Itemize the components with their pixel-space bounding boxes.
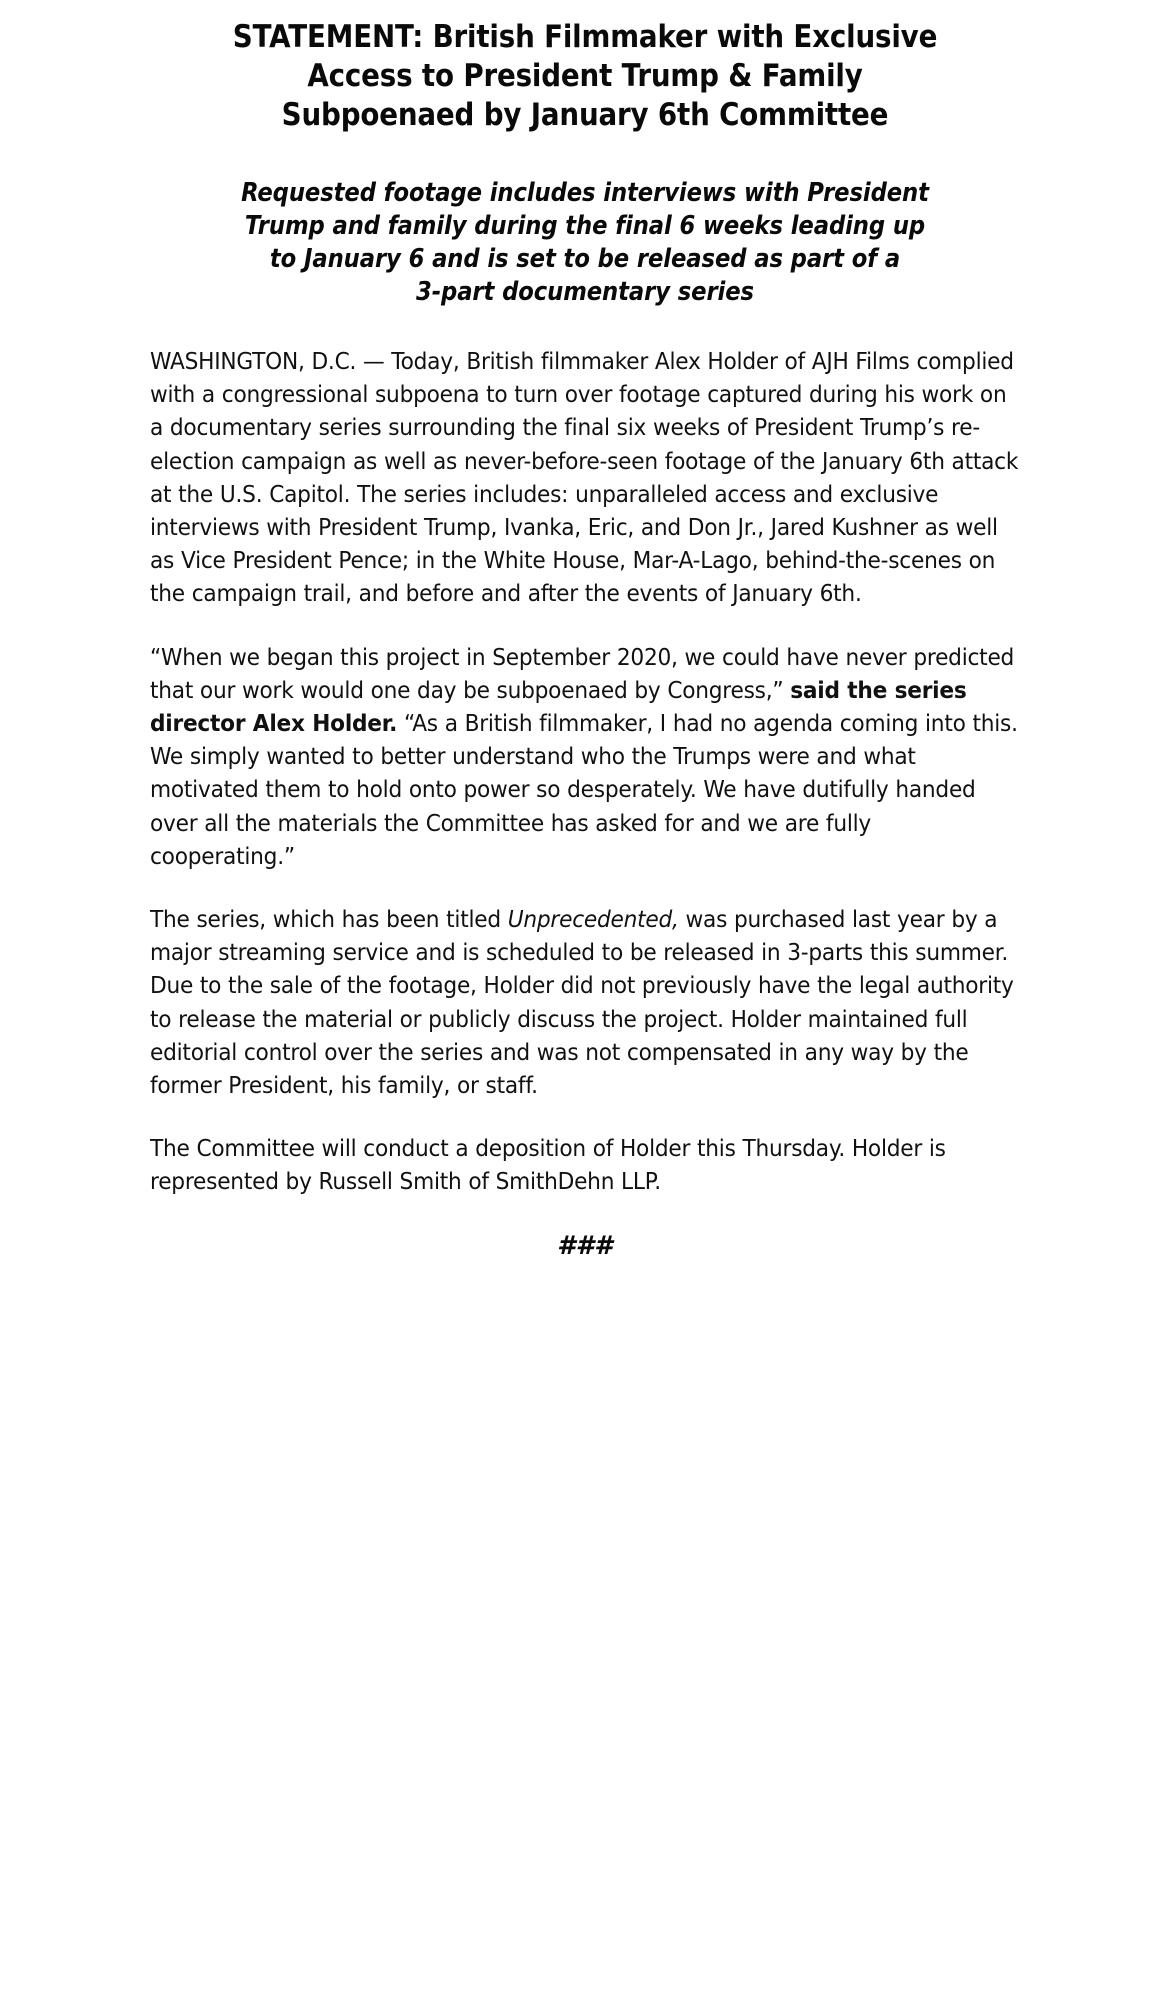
paragraph-lede: WASHINGTON, D.C. — Today, British filmmaker Alex Holder of AJH Films complied with a congressional subpoena to turn over footage captured during his work on a documentary series surrounding the final six weeks of President Trump’s re-election campaign as well as never-before-seen footage of the January 6th attack at the U.S. Capitol. The series includes: unparalleled access and exclusive interviews with President Trump, Ivanka, Eric, and Don Jr., Jared Kushner as well as Vice President Pence; in the White House, Mar-A-Lago, behind-the-scenes on the campaign trail, and before and after the events of January 6th. (150, 348, 1019, 608)
series-text-after: was purchased last year by a major streaming service and is scheduled to be released in 3-parts this summer. Due to the sale of the footage, Holder did not previously have the legal authority to release the material or publicly discuss the project. Holder maintained full editorial control over the series and was not compensated in any way by the former President, his family, or staff. (150, 906, 1014, 1100)
headline-line-3: Subpoenaed by January 6th Committee (281, 97, 889, 133)
series-text-before: The series, which has been titled (150, 906, 508, 934)
paragraph-deposition: The Committee will conduct a deposition of Holder this Thursday. Holder is represented by Russell Smith of SmithDehn LLP. (150, 1135, 946, 1196)
paragraph-series-details (150, 903, 1018, 1102)
headline-line-1: STATEMENT: British Filmmaker with Exclusive (232, 19, 938, 55)
quote-text-before: “When we began this project in September 2020, we could have never predicted that our work would one day be subpoenaed by Congress,” (150, 643, 1015, 704)
subhead-line-4: 3-part documentary series (416, 277, 754, 307)
body-copy (0, 309, 1170, 1199)
series-title: Unprecedented, (507, 906, 679, 934)
headline-line-2: Access to President Trump & Family (307, 58, 863, 94)
page-subtitle (64, 135, 1105, 309)
subhead-line-2: Trump and family during the final 6 weeks leading up (244, 211, 926, 241)
paragraph-quote (150, 641, 1018, 873)
quote-text-after: “As a British filmmaker, I had no agenda coming into this. We simply wanted to better understand who the Trumps were and what motivated them to hold onto power so desperately. We have dutifully handed over all the materials the Committee has asked for and we are fully cooperating.” (150, 710, 1018, 870)
subhead-line-3: to January 6 and is set to be released as part of a (269, 244, 901, 274)
subhead-line-1: Requested footage includes interviews with President (241, 178, 929, 208)
page-title (70, 0, 1100, 135)
end-mark: ### (557, 1230, 613, 1261)
quote-attribution: said the series director Alex Holder. (150, 676, 967, 738)
